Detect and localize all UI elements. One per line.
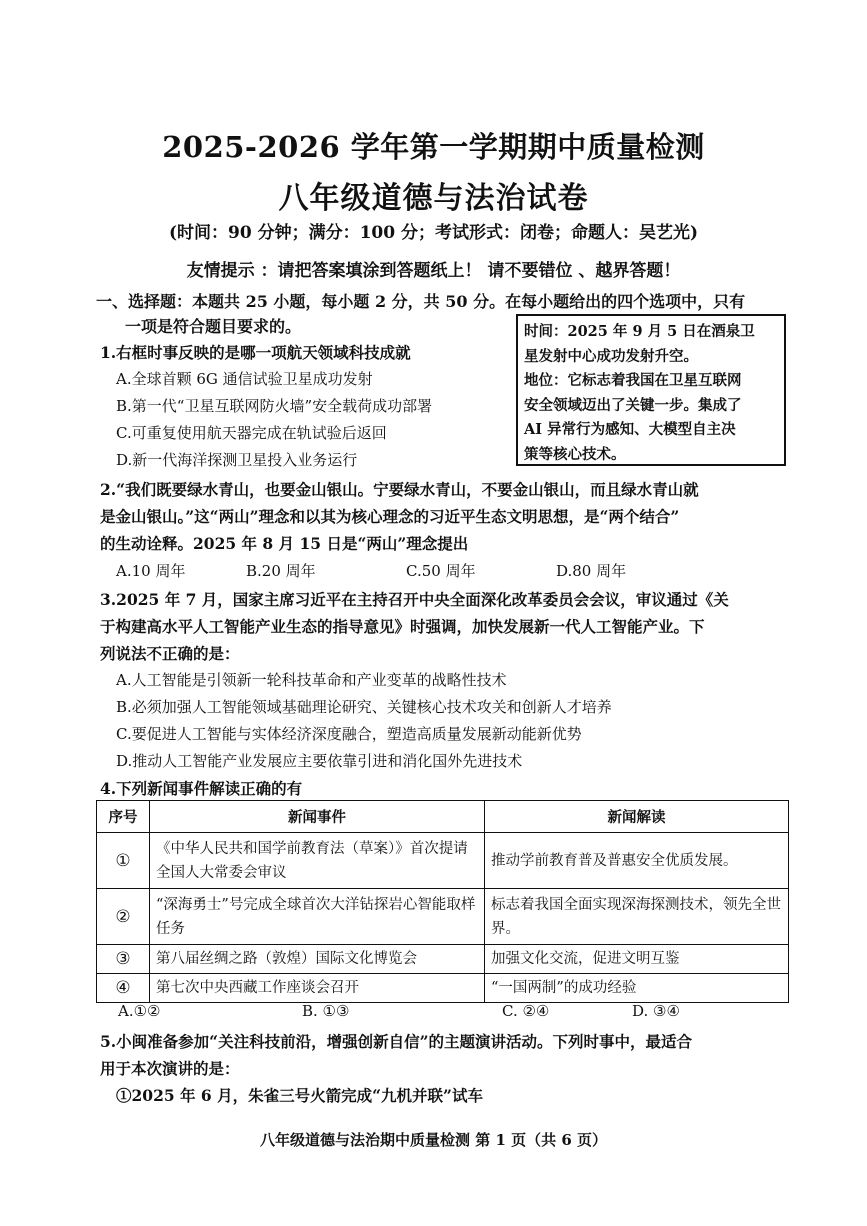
q4-option-a[interactable]: A.①② (118, 1002, 161, 1020)
exam-subtitle: 八年级道德与法治试卷 (278, 181, 589, 216)
q4-option-c[interactable]: C. ②④ (502, 1002, 550, 1020)
q2-stem: 2.“我们既要绿水青山，也要金山银山。宁要绿水青山，不要金山银山，而且绿水青山就 (100, 480, 699, 499)
col-header-no: 序号 (97, 801, 150, 833)
q1-option-c[interactable]: C.可重复使用航天器完成在轨试验后返回 (116, 424, 387, 442)
exam-info: (时间：90 分钟；满分：100 分；考试形式：闭卷；命题人：吴艺光) (168, 223, 699, 243)
section-heading: 一、选择题：本题共 25 小题，每小题 2 分，共 50 分。在每小题给出的四个选项中，只有 (96, 292, 746, 311)
exam-title: 2025-2026 学年第一学期期中质量检测 (162, 130, 705, 164)
q3-option-c[interactable]: C.要促进人工智能与实体经济深度融合，塑造高质量发展新动能新优势 (116, 725, 582, 743)
row-number: ① (97, 833, 150, 889)
news-table (96, 800, 789, 1003)
section-heading-cont: 一项是符合题目要求的。 (125, 317, 302, 336)
q5-stem: 5.小闽准备参加“关注科技前沿，增强创新自信”的主题演讲活动。下列时事中，最适合 (100, 1032, 693, 1051)
table-row (97, 833, 789, 889)
q2-option-d[interactable]: D.80 周年 (556, 562, 627, 580)
row-explain: “一国两制”的成功经验 (485, 974, 789, 1003)
q2-stem-cont: 的生动诠释。2025 年 8 月 15 日是“两山”理念提出 (100, 534, 469, 553)
q2-option-c[interactable]: C.50 周年 (406, 562, 476, 580)
q3-stem-cont: 于构建高水平人工智能产业生态的指导意见》时强调，加快发展新一代人工智能产业。下 (100, 617, 705, 636)
row-event: 第八届丝绸之路（敦煌）国际文化博览会 (150, 945, 485, 974)
news-box-line: AI 异常行为感知、大模型自主决 (524, 421, 736, 438)
table-row (97, 945, 789, 974)
current-events-box (516, 314, 786, 466)
row-event: 第七次中央西藏工作座谈会召开 (150, 974, 485, 1003)
table-header-row (97, 801, 789, 833)
q4-option-b[interactable]: B. ①③ (302, 1002, 350, 1020)
q1-stem: 1.右框时事反映的是哪一项航天领域科技成就 (100, 343, 411, 362)
row-event: 《中华人民共和国学前教育法（草案）》首次提请全国人大常委会审议 (150, 833, 485, 889)
news-box-line: 策等核心技术。 (524, 445, 626, 463)
col-header-explain: 新闻解读 (485, 801, 789, 833)
row-event: “深海勇士”号完成全球首次大洋钻探岩心智能取样任务 (150, 889, 485, 945)
row-number: ③ (97, 945, 150, 974)
page-footer: 八年级道德与法治期中质量检测 第 1 页（共 6 页） (260, 1131, 607, 1149)
q3-option-d[interactable]: D.推动人工智能产业发展应主要依靠引进和消化国外先进技术 (116, 752, 523, 770)
news-box-line: 地位：它标志着我国在卫星互联网 (524, 372, 742, 389)
q1-option-d[interactable]: D.新一代海洋探测卫星投入业务运行 (116, 451, 358, 469)
table-row (97, 974, 789, 1003)
row-number: ② (97, 889, 150, 945)
row-explain: 加强文化交流，促进文明互鉴 (485, 945, 789, 974)
friendly-tip: 友情提示 ：请把答案填涂到答题纸上！ 请不要错位 、越界答题！ (186, 261, 681, 281)
col-header-event: 新闻事件 (150, 801, 485, 833)
q2-stem-cont: 是金山银山。”这“两山”理念和以其为核心理念的习近平生态文明思想，是“两个结合” (100, 507, 680, 526)
q4-option-d[interactable]: D. ③④ (632, 1002, 680, 1020)
q2-option-a[interactable]: A.10 周年 (116, 562, 186, 580)
q3-option-b[interactable]: B.必须加强人工智能领域基础理论研究、关键核心技术攻关和创新人才培养 (116, 698, 612, 716)
row-explain: 标志着我国全面实现深海探测技术，领先全世界。 (485, 889, 789, 945)
q5-stem-cont: 用于本次演讲的是： (100, 1059, 240, 1078)
q1-option-a[interactable]: A.全球首颗 6G 通信试验卫星成功发射 (116, 370, 373, 388)
q1-option-b[interactable]: B.第一代“卫星互联网防火墙”安全载荷成功部署 (116, 397, 433, 415)
table-row (97, 889, 789, 945)
q5-item-1: ①2025 年 6 月，朱雀三号火箭完成“九机并联”试车 (116, 1086, 483, 1105)
news-box-line: 时间：2025 年 9 月 5 日在酒泉卫 (524, 323, 755, 340)
news-box-line: 星发射中心成功发射升空。 (524, 347, 698, 365)
row-explain: 推动学前教育普及普惠安全优质发展。 (485, 833, 789, 889)
q3-option-a[interactable]: A.人工智能是引领新一轮科技革命和产业变革的战略性技术 (116, 671, 507, 689)
q3-stem: 3.2025 年 7 月，国家主席习近平在主持召开中央全面深化改革委员会会议，审议通过《关 (100, 590, 729, 609)
q4-stem: 4.下列新闻事件解读正确的有 (100, 779, 303, 798)
q3-stem-cont: 列说法不正确的是： (100, 644, 240, 663)
q2-option-b[interactable]: B.20 周年 (246, 562, 316, 580)
row-number: ④ (97, 974, 150, 1003)
news-box-line: 安全领域迈出了关键一步。集成了 (524, 396, 742, 414)
